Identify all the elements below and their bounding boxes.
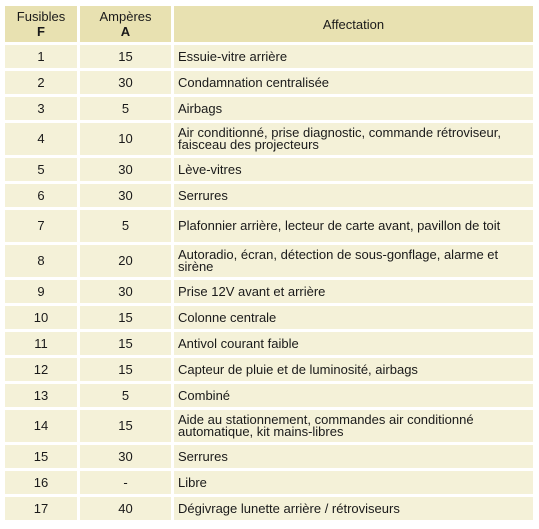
- header-fuse-symbol: F: [37, 24, 45, 39]
- table-header-row: [5, 6, 533, 42]
- fuse-number: 2: [5, 71, 80, 94]
- fuse-amps: 40: [80, 497, 174, 520]
- table-row: [5, 306, 533, 329]
- header-amps: [80, 6, 174, 42]
- fuse-number: 9: [5, 280, 80, 303]
- fuse-affectation: Condamnation centralisée: [174, 71, 533, 94]
- fuse-amps: -: [80, 471, 174, 494]
- table-row: [5, 158, 533, 181]
- table-row: [5, 184, 533, 207]
- fuse-affectation: Serrures: [174, 184, 533, 207]
- fuse-affectation: Lève-vitres: [174, 158, 533, 181]
- fuse-number: 5: [5, 158, 80, 181]
- fuse-affectation: Combiné: [174, 384, 533, 407]
- fuse-number: 8: [5, 245, 80, 277]
- fuse-table: [5, 3, 533, 523]
- fuse-number: 16: [5, 471, 80, 494]
- fuse-affectation: Serrures: [174, 445, 533, 468]
- table-row: [5, 210, 533, 242]
- fuse-affectation: Air conditionné, prise diagnostic, commande rétroviseur, faisceau des projecteurs: [174, 123, 533, 155]
- fuse-affectation: Aide au stationnement, commandes air conditionné automatique, kit mains-libres: [174, 410, 533, 442]
- table-row: [5, 497, 533, 520]
- fuse-number: 1: [5, 45, 80, 68]
- fuse-number: 12: [5, 358, 80, 381]
- table-row: [5, 123, 533, 155]
- header-fuse-label: Fusibles: [16, 9, 66, 24]
- fuse-amps: 30: [80, 280, 174, 303]
- fuse-amps: 30: [80, 445, 174, 468]
- header-fuse: [5, 6, 80, 42]
- fuse-affectation: Capteur de pluie et de luminosité, airbags: [174, 358, 533, 381]
- fuse-affectation: Prise 12V avant et arrière: [174, 280, 533, 303]
- table-row: [5, 280, 533, 303]
- fuse-affectation: Essuie-vitre arrière: [174, 45, 533, 68]
- table-row: [5, 471, 533, 494]
- fuse-affectation: Autoradio, écran, détection de sous-gonflage, alarme et sirène: [174, 245, 533, 277]
- fuse-affectation: Dégivrage lunette arrière / rétroviseurs: [174, 497, 533, 520]
- table-row: [5, 45, 533, 68]
- header-amps-symbol: A: [120, 24, 131, 39]
- fuse-amps: 5: [80, 97, 174, 120]
- fuse-affectation: Plafonnier arrière, lecteur de carte avant, pavillon de toit: [174, 210, 533, 242]
- header-amps-label: Ampères: [99, 9, 152, 24]
- fuse-amps: 15: [80, 410, 174, 442]
- table-row: [5, 445, 533, 468]
- fuse-number: 4: [5, 123, 80, 155]
- fuse-number: 17: [5, 497, 80, 520]
- header-affectation: Affectation: [174, 6, 533, 42]
- table-row: [5, 410, 533, 442]
- table-row: [5, 358, 533, 381]
- fuse-amps: 5: [80, 210, 174, 242]
- fuse-number: 11: [5, 332, 80, 355]
- fuse-number: 6: [5, 184, 80, 207]
- fuse-table-body: [5, 45, 533, 520]
- fuse-amps: 15: [80, 306, 174, 329]
- fuse-number: 10: [5, 306, 80, 329]
- fuse-amps: 5: [80, 384, 174, 407]
- fuse-affectation: Colonne centrale: [174, 306, 533, 329]
- fuse-number: 7: [5, 210, 80, 242]
- fuse-amps: 15: [80, 332, 174, 355]
- table-row: [5, 245, 533, 277]
- fuse-amps: 20: [80, 245, 174, 277]
- table-row: [5, 332, 533, 355]
- fuse-amps: 15: [80, 358, 174, 381]
- fuse-amps: 15: [80, 45, 174, 68]
- fuse-affectation: Airbags: [174, 97, 533, 120]
- fuse-affectation: Libre: [174, 471, 533, 494]
- fuse-number: 15: [5, 445, 80, 468]
- fuse-amps: 30: [80, 158, 174, 181]
- table-row: [5, 97, 533, 120]
- fuse-amps: 30: [80, 71, 174, 94]
- fuse-number: 14: [5, 410, 80, 442]
- fuse-number: 13: [5, 384, 80, 407]
- fuse-amps: 30: [80, 184, 174, 207]
- table-row: [5, 71, 533, 94]
- table-row: [5, 384, 533, 407]
- fuse-number: 3: [5, 97, 80, 120]
- fuse-amps: 10: [80, 123, 174, 155]
- fuse-affectation: Antivol courant faible: [174, 332, 533, 355]
